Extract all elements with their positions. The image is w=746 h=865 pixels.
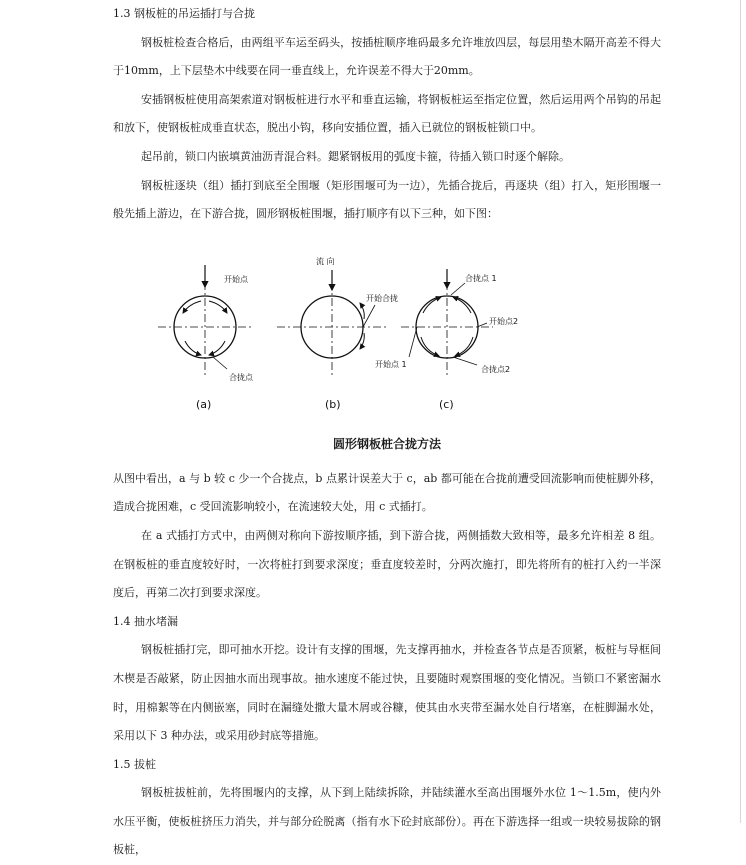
label-start-point: 开始点 — [224, 274, 248, 284]
caption-b: (b) — [325, 397, 341, 411]
leader-line — [453, 357, 477, 365]
paragraph: 钢板桩检查合格后，由两组平车运至码头，按插桩顺序堆码最多允许堆放四层，每层用垫木隔开高差不得大于10mm，上下层垫木中线要在同一垂直线上，允许误差不得大于20mm。 — [113, 35, 661, 78]
diagram-a — [158, 265, 254, 411]
label-close-point-1: 合拢点 1 — [465, 273, 497, 283]
paragraph: 安插钢板桩使用高架索道对钢板桩进行水平和垂直运输，将钢板桩运至指定位置，然后运用两个吊钩的吊起和放下，使钢板桩成垂直状态，脱出小钩，移向安插位置，插入已就位的钢板桩锁口中。 — [113, 92, 661, 135]
document-body — [113, 0, 661, 865]
diagram-b — [277, 256, 398, 411]
label-close-point: 合拢点 — [229, 372, 253, 382]
paragraph: 钢板桩插打完，即可抽水开挖。设计有支撑的围堰，先支撑再抽水，并检查各节点是否顶紧，板桩与导框间木楔是否敲紧，防止因抽水而出现事故。抽水速度不能过快，且要随时观察围堰的变化情况。当锁口不紧密漏水时，用棉絮等在内侧嵌塞，同时在漏缝处撒大量木屑或谷糠，使其由水夹带至漏水处自行堵塞，在桩脚漏水处，采用以下 3 种办法，或采用砂封底等措施。 — [113, 643, 661, 743]
label-start-close: 开始合拢 — [366, 293, 398, 303]
paragraph: 从图中看出，a 与 b 较 c 少一个合拢点，b 点累计误差大于 c，ab 都可能在合拢前遭受回流影响而使桩脚外移，造成合拢困难，c 受回流影响较小，在流速较大处，用 c 式插打。 — [113, 471, 661, 514]
diagram-c — [375, 269, 518, 411]
paragraph: 钢板桩拔桩前，先将围堰内的支撑，从下到上陆续拆除，并陆续灌水至高出围堰外水位 1～1.5m，使内外水压平衡，使板桩挤压力消失，并与部分砼脱离（指有水下砼封底部份）。再在下游选择一组或一块较易拔除的钢板桩， — [113, 786, 661, 857]
caption-c: (c) — [439, 397, 454, 411]
figure-title: 圆形钢板桩合拢方法 — [332, 436, 441, 451]
label-start-point-2: 开始点2 — [489, 316, 519, 326]
section-heading-1-5: 1.5 拔桩 — [113, 757, 156, 771]
leader-line — [451, 283, 465, 295]
leader-line — [213, 357, 227, 369]
paragraph: 在 a 式插打方式中，由两侧对称向下游按顺序插，到下游合拢，两侧插数大致相等，最多允许相差 8 组。在钢板桩的垂直度较好时，一次将桩打到要求深度；垂直度较差时，分两次施打，即先将所有的桩打入约一半深度后，再第二次打到要求深度。 — [113, 528, 661, 600]
label-close-point-2: 合拢点2 — [481, 364, 511, 374]
label-start-point-1: 开始点 1 — [375, 359, 407, 369]
label-flow-direction: 流 向 — [316, 256, 335, 266]
paragraph: 钢板桩逐块（组）插打到底至全围堰（矩形围堰可为一边），先插合拢后，再逐块（组）打入，矩形围堰一般先插上游边，在下游合拢，圆形钢板桩围堰，插打顺序有以下三种，如下图： — [113, 178, 661, 221]
section-heading-1-4: 1.4 抽水堵漏 — [113, 614, 178, 628]
figure-diagram — [113, 243, 661, 423]
figure-closure-methods — [113, 243, 661, 423]
leader-line — [409, 327, 417, 357]
caption-a: (a) — [196, 397, 212, 411]
leader-line — [363, 305, 375, 327]
paragraph: 起吊前，锁口内嵌填黄油沥青混合料。鍶紧钢板用的弧度卡箍，待插入锁口时逐个解除。 — [141, 149, 570, 163]
section-heading-1-3: 1.3 钢板桩的吊运插打与合拢 — [113, 7, 255, 20]
